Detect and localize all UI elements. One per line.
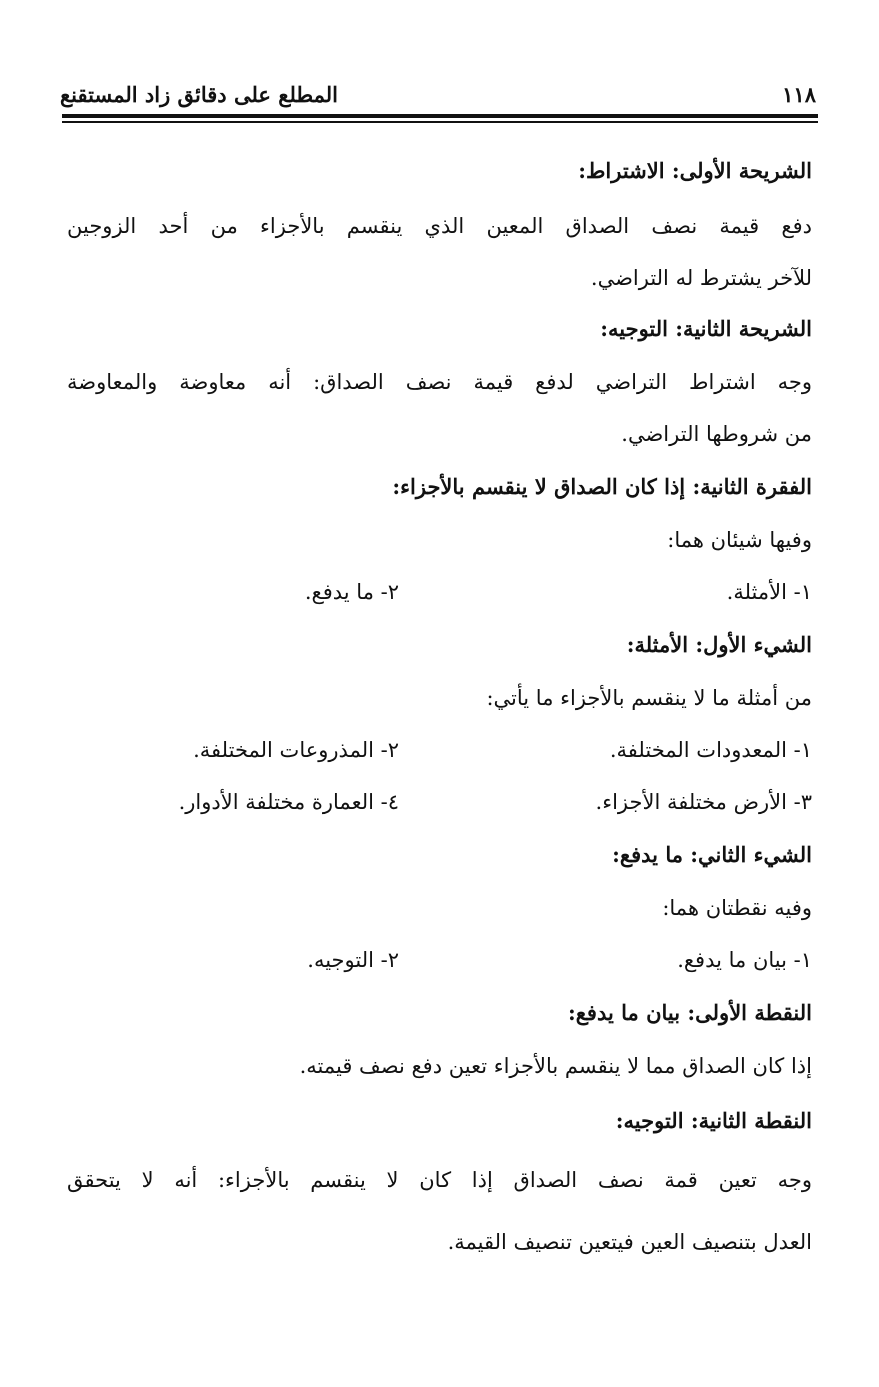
list-item: ٣- الأرض مختلفة الأجزاء. (595, 790, 812, 814)
paragraph-line: العدل بتنصيف العين فيتعين تنصيف القيمة. (447, 1230, 812, 1254)
heading-thing-1: الشيء الأول: الأمثلة: (626, 632, 812, 657)
list-item: ٢- التوجيه. (307, 948, 399, 972)
header-rule-thick (62, 114, 818, 118)
paragraph-line: دفع قيمة نصف الصداق المعين الذي ينقسم بالأجزاء من أحد الزوجين (67, 214, 812, 238)
paragraph-line: وفيه نقطتان هما: (662, 896, 812, 920)
heading-point-2: النقطة الثانية: التوجيه: (615, 1108, 812, 1133)
heading-paragraph-2: الفقرة الثانية: إذا كان الصداق لا ينقسم بالأجزاء: (392, 474, 812, 499)
list-item: ١- بيان ما يدفع. (677, 948, 812, 972)
paragraph-line: من شروطها التراضي. (621, 422, 812, 446)
paragraph-line: وفيها شيئان هما: (667, 528, 812, 552)
list-item: ٤- العمارة مختلفة الأدوار. (178, 790, 399, 814)
list-item: ١- الأمثلة. (726, 580, 812, 604)
heading-thing-2: الشيء الثاني: ما يدفع: (612, 842, 812, 867)
paragraph-line: من أمثلة ما لا ينقسم بالأجزاء ما يأتي: (486, 686, 812, 710)
list-item: ٢- ما يدفع. (304, 580, 399, 604)
page-number: ١١٨ (782, 82, 816, 107)
paragraph-line: وجه اشتراط التراضي لدفع قيمة نصف الصداق: أنه معاوضة والمعاوضة (67, 370, 812, 394)
heading-point-1: النقطة الأولى: بيان ما يدفع: (567, 1000, 812, 1025)
paragraph-line: وجه تعين قمة نصف الصداق إذا كان لا ينقسم بالأجزاء: أنه لا يتحقق (67, 1168, 812, 1192)
heading-slide-2: الشريحة الثانية: التوجيه: (600, 316, 812, 341)
list-item: ١- المعدودات المختلفة. (609, 738, 812, 762)
page-header (60, 80, 818, 114)
list-item: ٢- المذروعات المختلفة. (193, 738, 399, 762)
paragraph-line: للآخر يشترط له التراضي. (590, 266, 812, 290)
paragraph-line: إذا كان الصداق مما لا ينقسم بالأجزاء تعين دفع نصف قيمته. (299, 1054, 812, 1078)
header-rule-thin (62, 121, 818, 123)
book-title: المطلع على دقائق زاد المستقنع (59, 82, 338, 107)
heading-slide-1: الشريحة الأولى: الاشتراط: (578, 158, 812, 183)
